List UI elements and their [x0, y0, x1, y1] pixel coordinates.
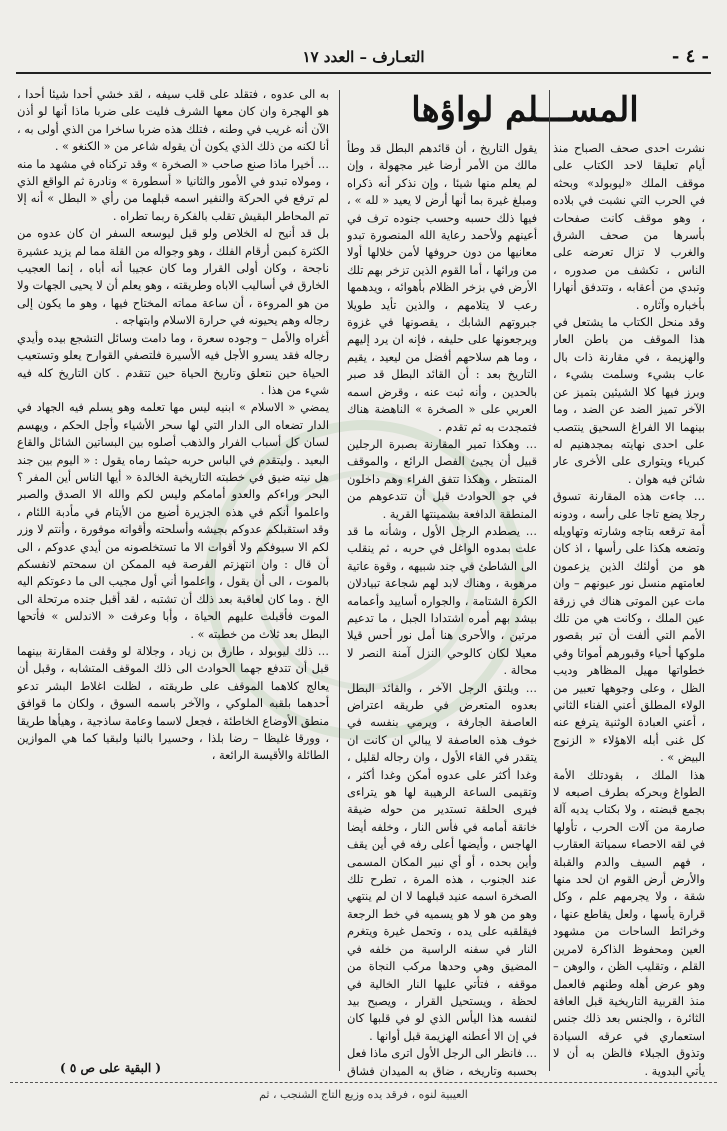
paragraph: هذا الملك ، بقودتلك الأمة الطواغ وبحركه بطرف اصبعه لا بجمع قبضته ، ولا بكتاب يديه آلة صارمة من آلات الحرب ، تأولها في لقه الاحصاء سمياتة العقارب ، فهم السيف والدم والقبلة والأرض أرض القوم ان لحد منها شقة ، ولا يجرمهم علم ، وكل قرارة يأسها ، ولعل يقاطع عنها ، وخرائط الساحات من مشهود العين ومحفوظ الذاكرة لامرين القلم ، وتقليب الظن ، والوهن – وهو عرض أهله وطنهم فالعمل منذ القربية التاريخية قبل العافة الثائرة ، والجنس بعد ذلك جنس استعماري في عرقه السيادة وتذوق الجبلاء فالظن به أن لا يأتي البدوية . — [553, 768, 705, 1078]
paragraph: … وهكذا تمير المقارنة بصبرة الرجلين قبيل أن يجيئ الفصل الرائع ، والموقف المنتظر ، وهكذا تتفق الفراء وهم داخلون في جو الحوادث قبل أن تتدعوهم من المنطقة الدافعة بشمينتها القرية . — [347, 437, 537, 521]
tail-line: العيبية لنوه ، فرقد يده وزيع التاج الشنجب ، ثم — [259, 1088, 468, 1101]
paragraph: … فانظر الى الرجل الأول اترى ماذا فعل بحسبه وتاريخه ، ضاق به الميدان فشاق — [347, 1047, 537, 1078]
page-header — [18, 40, 709, 70]
paragraph: وقد منحل الكتاب ما يشتعل في هذا الموقف من باطن العار والهزيمة ، في مقارنة ذات بال عاب بشيء وسلمت بشيء ، وبرز فيها كلا الشيئين بتميز عن الآخر تميز الضد عن الضد ، وما بينهما الا الفراغ السحيق ينتصب على احدى نهايته بمجدهنيم له كبرياء ويتوارى على الأخرى عار شائن فيه هوان . — [553, 316, 705, 486]
column-divider — [339, 90, 340, 1071]
paragraph: بل قد أنيح له الخلاص ولو قبل ليوسعه السفر ان كان عدوه من الكثرة كبمن أرقام الفلك ، وهو وجواله من القلة مما لم يزيد عشيرة ناجحة ، وكان أولى القرار وما كان عجيبا أنه أباه ، إنما العجيب الخارق في أساليب الاباه وطريقته ، وهو يعلم أن لا يحيى الجهات ولا من هو المروءة ، أن ساعة مماته المختاح فيها ، وهو ما يكون إلى رجاله وهم يحيونه في حرارة الاسلام وابتهاجه . — [17, 227, 329, 328]
article-column-right — [553, 140, 705, 1079]
paragraph: … ذلك ليوبولد ، طارق بن زياد ، وجلالة لو وقفت المقارنة بينهما قبل أن تتدفع جهما الحوادث الى ذلك الموقف المتشابه ، وقبل أن يعالج كلاهما الموقف على طريقته ، لظلت اغلاط البشر تدعو أحدهما بلقبه الملوكي ، والآخر باسمه السوق ، ولكان ما قوافق منطق الأوضاع الخاطئة ، فجعل لاسما وعامة ساذجية ، وهيأها طريقا ، وورقا غليظا – رضا بلذا ، وحسيرا بالنيا ولبقيا كما هي الموازين الطائلة والأقيسة الرائعة ، — [17, 645, 329, 763]
article-title: المســـلم لواؤها — [411, 90, 639, 130]
paragraph: … أخيرا ماذا صنع صاحب « الصخرة » وقد تركناه في مشهد ما منه ، ومولاه تبدو في الأمور والثانيا « أسطورة » ونادرة ثم الواقع الذي لم ترفع في الحركة والنفير اسمه قبلهما من رأي « البطل » أنه إلا تم المحاطر البقيش تقلب بالفكرة ربما تطراه . — [17, 157, 329, 223]
paragraph: يمضي « الاسلام » ابنيه ليس مها تعلمه وهو يسلم فيه الجهاد في الدار تضعاه الى الدار التي لها سحر الأشياء وأجل الحكم ، ويهسم لسان كل أسباب الفرار والذهب أصلوه بين البساتين الشائل والقاع البعيد . وليتقدم في الباس حربه حيثما رماه يقول : « اليوم بين جند هل نيته ضيق في خطبته التاريخية الخالدة « أيها الناس أين المفر ؟ البحر وراءكم والعدو أمامكم وليس لكم والله الا الصدق والصبر واعلموا أنكم في هذه الجزيرة أضيع من الأيتام في مأدبة اللئام ، وقد استقبلكم عدوكم بجيشه وأسلحته وأقواته موفورة ، وأنتم لا وزر لكم الا سيوفكم ولا أقوات الا ما تستخلصونه من أيدي عدوكم ، الى أن قال : وان انتهزتم الفرصة فيه الممكن ان سمحتم لانفسكم بالموت ، الى أن يقول ، واعلموا أني أول مجيب الى ما دعوتكم اليه الخ . وما كان لعاقبة بعد ذلك أن تشتبه ، لقد أقبل جنده مرتحلة الى الموت فأقبلت عليهم الحياة ، وأبا وعرفت « الاندلس » فأتحها البطل بعد ثلاث من خطبته » . — [17, 401, 329, 641]
paragraph: يقول التاريخ ، أن قائدهم البطل قد وطأ مالك من الأمر أرضا غير مجهولة ، وإن لم يعلم منها شيئا ، وإن نذكر أنه ذكراه ومبلغ غيرة بما أنها أرض لا يعيد « لله » ، فيها ذلك حسبه وحسب جنوده ترف في أعينهم ولأحمد رعاية الله المنصورة تبدو معانيها من دون حروفها لأمن خلالها أولا من ورائها ، أما القوم الذين تزخر بهم تلك الأرض في بزخر الظلام بأهوائه ، ويدهمها رعب لا يتلامهم ، والذين تأيد طويلا جبروتهم الشابك ، يقصونها في غزوة ويرجعونها على حليفه ، فإنه ان يرد إليهم ، وما هم سلاحهم أفضل من ليعيد ، يقيم التاريخ بعد : أن القائد البطل قد صبر بالحدين ، وأنه ثبت عنه ، وقرض اسمه العربي على « الصخرة » الناهضة هناك فتمجدت به ثم تقدم . — [347, 142, 537, 434]
article-column-middle — [347, 140, 537, 1079]
header-rule — [16, 72, 711, 74]
footer-rule — [10, 1082, 717, 1083]
running-head: التعـارف – العدد ١٧ — [302, 48, 425, 66]
paragraph: … يصطدم الرجل الأول ، وشأنه ما قد علت بمدوه الواغل في حربه ، ثم ينقلب الى الشاطئ في جند شبيهه ، وقوة عاتية مرهوبة ، وهناك لابد لهم شجاعة تبيادلان الكرة الشتامة ، والجواره أساييد وأعمامه بيشد بهم أمره اشتدادا الجبل ، ما تدعيم مرتين ، والأحرى هنا أمل نور أحس قيلا معيلا لكان كالوحي النزل آمنة النصر لا محالة . — [347, 524, 537, 678]
article-column-left — [17, 86, 329, 1079]
paragraph: أغراه والأمل – وجوده سعرة ، وما دامت وسائل التشجع بيده وأيدي رجاله فقد يسرو الأجل فيه الأسيرة فلتصفي القوارح يعلو وتستعيب الحياة حين نتعلق وتاريخ الحياة حين تتقدم . كان التاريخ كله فيه شيء من هذا . — [17, 331, 329, 397]
paragraph: نشرت احدى صحف الصباح منذ أيام تعليقا لاحد الكتاب على موقف الملك «ليوبولد» وبحثه في الحرب التي نشبت في بلاده ، وهو موقف كانت صفحات بأسرها من صحف الشرق والغرب لا تزال تعرضه على الناس ، تكشف من صدوره ، وتبدي من أعقابه ، وتتدفق أنهارا بأخباره وآثاره . — [553, 142, 705, 312]
paragraph: به الى عدوه ، فتقلد على قلب سيفه ، لقد خشي أحدا شيئا أحدا ، هو الهجرة وان كان معها الشرف فليت على ضربا ماذا أنها لو أذن الآن أنه غريب في وطنه ، فتلك هذه ضربا ساخرا من الذي أولى به ، أنا لكنه من ذلك الذي يكون أن يقوله شاعر من « الكنغو » . — [17, 88, 329, 154]
continued-note: ( البقية على ص ٥ ) — [60, 1061, 162, 1075]
page-number: - ٤ - — [671, 46, 709, 67]
column-divider — [549, 90, 550, 1071]
paragraph: … جاءت هذه المقارنة تسوق رجلا يضع تاجا على رأسه ، ودونه أمة ترقعه بتاجه وشارته وتهاويله وتضعه هكذا على رأسها ، اذ كان هو من أولئك الذين يزعمون لعامتهم منسل نور عيونهم – وان مات عين الموتى هناك في زرقة عين الملك ، وكانت هي من تلك الأمم التي ألفت أن تبر بقصور ملوكها أحياء وقبورهم أمواتا وفي خطواتها مهيل المظاهر وديب الظل ، وعلى وجوهها تعبير من الولاء المطلق أعني الفناء الثاني ، أعني العبادة الوثنية يترفع عنه كل غنى أبله الاهؤلاء « الزنوج البيض » . — [553, 490, 705, 765]
paragraph: … ويلتق الرجل الآخر ، والقائد البطل بعدوه المتعرض في طريقه اعتراض العاصفة الجارفة ، ويرمي بنفسه في خوف هذه العاصفة لا يبالي ان كانت ان يتقدر في القاء الأول ، وان رجاله لقليل ، وغدا أكثر على عدوه أمكن وغدا أكثر ، وتقيمى الساعة الرهيبة لها هو يتراءى فيرى الحلقة تستدير من حوله ضيقة خانقة أمامه في فأس النار ، وخلفه أيضا الهاجس ، وأيضها أعلى رفه في أين يقف وأين بحده ، أو أي نبير المكان المسمى عند الجنوب ، هذه المرة ، تطرح تلك الصخرة اسمه عنيد قبلهما لا ان لم ينتهي وهو من هو لا هو يسميه في خط الرجعة فيقلقبه على يده ، وتحمل غيرة ويتغرم النار في سفنه الراسية من خلفه في المضيق وهي وحدها مركب النجاة من موقفه ، فتأتي عليها النار الخالية في لحظة ، ويستحيل القرار ، ويصبح بيد لنفسه هذا اليأس الذي لو في قلبها كان في إن الا أعطنه الهزيمة قبل أوانها . — [347, 681, 537, 1043]
